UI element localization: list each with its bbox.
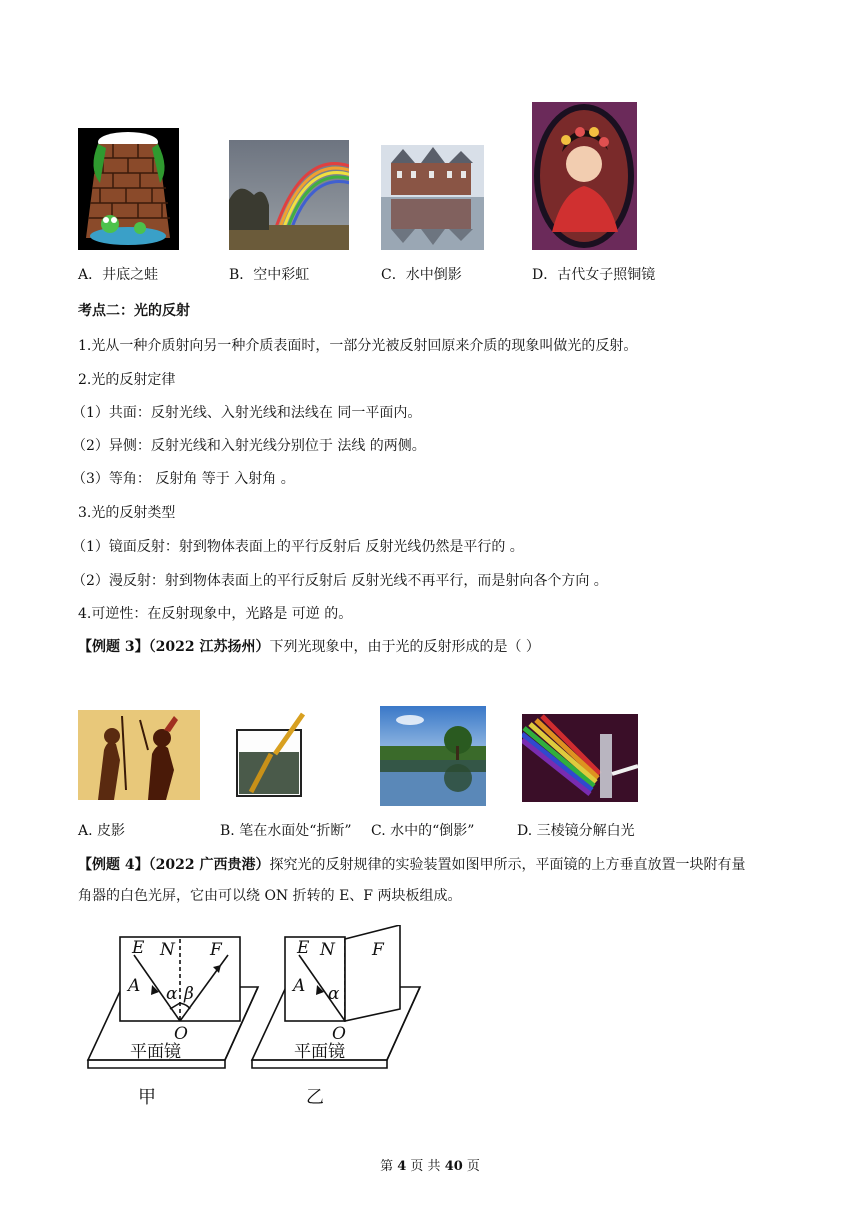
- caption-a: A．井底之蛙: [78, 267, 159, 283]
- label-jia-O: O: [174, 1024, 188, 1044]
- prism-image: [522, 714, 638, 802]
- label-jia-alpha: α: [166, 984, 178, 1004]
- label-yi-alpha: α: [328, 984, 340, 1004]
- well-frog-image: [78, 128, 179, 250]
- example-3-source: （2022 江苏扬州）: [148, 639, 270, 655]
- footer-pre: 第: [380, 1159, 394, 1174]
- label-yi-A: A: [293, 976, 306, 996]
- castle-reflection-image: [381, 145, 484, 250]
- label-yi-F: F: [372, 940, 384, 960]
- text-line-9: 4.可逆性：在反射现象中，光路是 可逆 的。: [78, 606, 353, 622]
- example-4-line-1: [78, 855, 745, 875]
- caption-2d: D. 三棱镜分解白光: [517, 823, 635, 839]
- footer-page-number: 4: [397, 1159, 407, 1174]
- caption-2a: A. 皮影: [78, 823, 126, 839]
- label-yi-O: O: [332, 1024, 346, 1044]
- text-line-7: （1）镜面反射：射到物体表面上的平行反射后 反射光线仍然是平行的 。: [72, 539, 524, 555]
- caption-2b: B. 笔在水面处“折断”: [220, 823, 352, 839]
- text-line-2: 2.光的反射定律: [78, 372, 176, 388]
- label-jia-N: N: [160, 940, 175, 960]
- label-yi-E: E: [297, 938, 310, 958]
- footer-total-pages: 40: [444, 1159, 463, 1174]
- mirror-label-yi: 平面镜: [294, 1042, 345, 1062]
- footer-mid: 页 共: [410, 1159, 441, 1174]
- section-title: 考点二：光的反射: [78, 303, 190, 319]
- caption-d: D．古代女子照铜镜: [532, 267, 656, 283]
- text-line-5: （3）等角： 反射角 等于 入射角 。: [72, 471, 295, 487]
- example-3: [78, 637, 540, 657]
- text-line-6: 3.光的反射类型: [78, 505, 176, 521]
- caption-b: B．空中彩虹: [229, 267, 310, 283]
- example-3-question: 下列光现象中，由于光的反射形成的是（ ）: [269, 639, 540, 655]
- text-line-3: （1）共面：反射光线、入射光线和法线在 同一平面内。: [72, 405, 422, 421]
- text-line-8: （2）漫反射：射到物体表面上的平行反射后 反射光线不再平行，而是射向各个方向 。: [72, 573, 608, 589]
- label-yi-N: N: [320, 940, 335, 960]
- example-4-source: （2022 广西贵港）: [148, 857, 270, 873]
- example-4-line-2: 角器的白色光屏，它由可以绕 ON 折转的 E、F 两块板组成。: [78, 888, 462, 904]
- label-jia-E: E: [132, 938, 145, 958]
- example-4-label: 【例题 4】: [78, 857, 149, 873]
- text-line-1: 1.光从一种介质射向另一种介质表面时，一部分光被反射回原来介质的现象叫做光的反射。: [78, 338, 638, 354]
- pencil-in-water-image: [233, 712, 309, 800]
- shadow-puppet-image: [78, 710, 200, 800]
- label-jia-beta: β: [184, 984, 194, 1004]
- example-3-label: 【例题 3】: [78, 639, 149, 655]
- caption-yi: 乙: [306, 1087, 324, 1108]
- footer-post: 页: [466, 1159, 480, 1174]
- rainbow-image: [229, 140, 349, 250]
- label-jia-A: A: [128, 976, 141, 996]
- label-jia-F: F: [210, 940, 222, 960]
- reflection-experiment-diagram: [80, 925, 430, 1115]
- page-footer: [0, 1155, 860, 1174]
- caption-c: C．水中倒影: [381, 267, 462, 283]
- water-reflection-image: [380, 706, 486, 806]
- caption-jia: 甲: [138, 1087, 156, 1108]
- example-4-text-1: 探究光的反射规律的实验装置如图甲所示，平面镜的上方垂直放置一块附有量: [269, 857, 746, 873]
- caption-2c: C. 水中的“倒影”: [371, 823, 475, 839]
- text-line-4: （2）异侧：反射光线和入射光线分别位于 法线 的两侧。: [72, 438, 426, 454]
- mirror-label-jia: 平面镜: [130, 1042, 181, 1062]
- bronze-mirror-image: [532, 102, 637, 250]
